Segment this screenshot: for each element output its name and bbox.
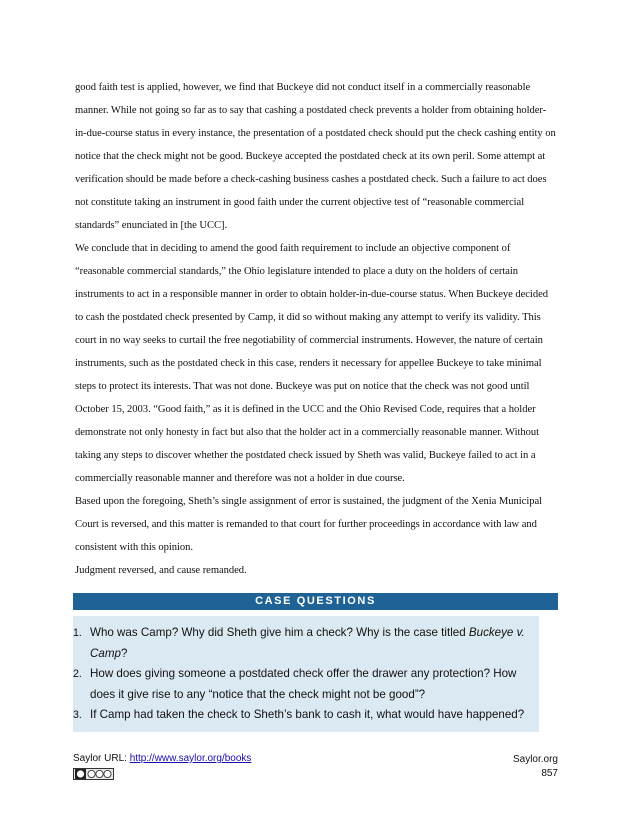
saylor-books-link[interactable]: http://www.saylor.org/books [129, 753, 252, 764]
footer-site: Saylor.org [512, 754, 558, 765]
paragraph: good faith test is applied, however, we find that Buckeye did not conduct itself in a commercially reasonable manner. While not going so far as to say that cashing a postdated check prevents a holder from obtaining holder-in-due-course status in every instance, the presentation of a postdated check should put the check cashing entity on notice that the check might not be good. Buckeye accepted the postdated check at its own peril. Some attempt at verification should be made before a check-cashing business cashes a postdated check. Such a failure to act does not constitute taking an instrument in good faith under the current objective test of “reasonable commercial standards” enunciated in [the UCC]. [75, 82, 556, 231]
question-text-end: ? [120, 646, 128, 660]
cc-by-nc-sa-icon [73, 768, 114, 780]
footer-source [73, 753, 251, 764]
paragraph: We conclude that in deciding to amend the good faith requirement to include an objective component of “reasonable commercial standards,” the Ohio legislature intended to place a duty on the holders of certain instruments to act in a responsible manner in order to obtain holder-in-due-course status. When Buckeye decided to cash the postdated check presented by Camp, it did so without making any attempt to verify its validity. This court in no way seeks to curtail the free negotiability of commercial instruments. However, the nature of certain instruments, such as the postdated check in this case, renders it necessary for appellee Buckeye to take minimal steps to protect its interests. That was not done. Buckeye was put on notice that the check was not good until October 15, 2003. “Good faith,” as it is defined in the UCC and the Ohio Revised Code, requires that a holder demonstrate not only honesty in fact but also that the holder act in a commercially reasonable manner. Without taking any steps to discover whether the postdated check issued by Sheth was valid, Buckeye failed to act in a commercially reasonable manner and therefore was not a holder in due course. [75, 243, 548, 484]
list-item-number: 1. [73, 627, 82, 639]
list-item [73, 705, 539, 726]
list-item-number: 3. [73, 709, 82, 721]
paragraph: Based upon the foregoing, Sheth’s single assignment of error is sustained, the judgment of the Xenia Municipal Court is reversed, and this matter is remanded to that court for further proceedings in accordance with law and consistent with this opinion. [75, 496, 543, 553]
question-text: If Camp had taken the check to Sheth’s bank to cash it, what would have happened? [90, 708, 525, 721]
list-item [73, 664, 539, 705]
license-icon-graphic [75, 769, 113, 779]
case-questions-header: CASE QUESTIONS [73, 593, 558, 610]
footer-right [513, 753, 558, 781]
question-text: Who was Camp? Why did Sheth give him a check? Why is the case titled [90, 626, 469, 639]
page-number: 857 [541, 768, 558, 779]
opinion-text [75, 76, 557, 582]
list-item-number: 2. [73, 668, 82, 680]
case-questions-box [73, 616, 539, 732]
case-questions-list [73, 623, 539, 726]
paragraph: Judgment reversed, and cause remanded. [75, 565, 247, 576]
footer-url-label: Saylor URL: [73, 753, 130, 764]
question-text: How does giving someone a postdated check offer the drawer any protection? How does it give rise to any “notice that the check might not be good”? [90, 667, 517, 701]
list-item [73, 623, 539, 664]
case-title-italic: Buckeye v. Camp [90, 626, 525, 660]
